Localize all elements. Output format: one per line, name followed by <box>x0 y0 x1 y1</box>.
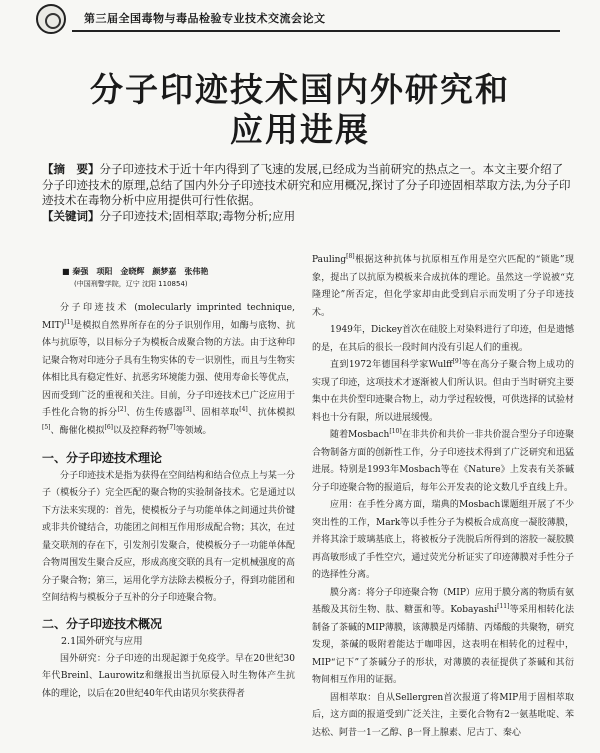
paper-title <box>0 70 600 150</box>
dickey-paragraph: 1949年，Dickey首次在硅胶上对染料进行了印迹，但是遗憾的是，在其后的很长一段时间内没有引起人们的重视。 <box>312 325 574 353</box>
abstract-paragraph <box>42 162 574 209</box>
conference-logo-icon <box>36 4 66 34</box>
section-2-paragraph: 国外研究：分子印迹的出现起源于免疫学。早在20世纪30年代Breinl、Laurowitz和继报出当抗原侵入时生物体产生抗体的理论，以后在20世纪40年代由诺贝尔奖获得者 <box>42 653 295 699</box>
journal-header: 第三届全国毒物与毒品检验专业技术交流会论文 <box>84 12 326 25</box>
chiral-separation-paragraph: 应用：在手性分离方面，瑞典的Mosbach课题组开展了不少突出性的工作，Mark等以手性分子为模板合成高度一凝胶薄膜，并将其涂于玻璃基底上，将被板分子洗脱后所得到的溶胶一凝胶膜再高敏形成了手性空穴，通过荧光分析证实了印迹薄膜对手性分子的选择性分离。 <box>312 500 574 580</box>
mosbach-paragraph: 随着Mosbach[10]在非共价和共价一非共价混合型分子印迹聚合物制备方面的创新性工作，分子印迹技术得到了广泛研究和迅猛进展。特别是1993年Mosbach等在《Nature》上发表有关茶碱分子印迹聚合物的报道后，每年公开发表的论文数几乎直线上升。 <box>312 428 574 493</box>
right-column <box>312 252 574 742</box>
author-list: ■ 秦强 项阳 金晓辉 颜梦嘉 张伟艳 <box>62 267 209 276</box>
wulff-paragraph: 直到1972年德国科学家Wulff[9]等在高分子聚合物上成功的实现了印迹，这项技术才逐渐被人们所认识。但由于当时研究主要集中在共价型印迹聚合物上，动力学过程较慢，可供选择的试验材料也十分有限，所以进展缓慢。 <box>312 358 574 423</box>
section-2-1-heading: 2.1国外研究与应用 <box>61 636 143 647</box>
keywords-label: 【关键词】 <box>42 208 100 223</box>
title-line-1: 分子印迹技术国内外研究和 <box>90 70 510 109</box>
left-column <box>42 300 295 703</box>
section-2-heading: 二、分子印迹技术概况 <box>42 616 163 631</box>
abstract-block <box>42 162 574 224</box>
membrane-separation-paragraph: 膜分离：将分子印迹聚合物（MIP）应用于膜分离的物质有氨基酸及其衍生物、肽、糖蛋和等。Kobayashi[11]等采用相转化法制备了茶碱的MIP薄膜，该薄膜是丙烯腈、丙烯酸的共聚物，研究发现，茶碱的吸附着能达于咖啡因，这表明在相转化的过程中，MIP“记下”了茶碱分子的形状，对薄膜的表征提供了茶碱和其衍物间相互作用的证据。 <box>312 587 574 685</box>
title-line-2: 应用进展 <box>230 110 370 149</box>
section-1-paragraph: 分子印迹技术是指为获得在空间结构和结合位点上与某一分子（模板分子）完全匹配的聚合物的实验制备技术。它是通过以下方法来实现的：首先，使模板分子与功能单体之间通过共价键或非共价键结合，功能团之间相互作用形成配合物；其次，在过量交联剂的存在下，引发剂引发聚合，使模板分子一功能单体配合物周围发生聚合反应，形成高度交联的具有一定机械强度的高分子聚合物；第三，运用化学方法除去模板分子，得到功能团和空间结构与模板分子互补的分子印迹聚合物。 <box>42 470 295 603</box>
author-affiliation: (中国刑警学院，辽宁 沈阳 110854) <box>74 280 188 288</box>
header-divider <box>72 30 560 32</box>
spe-paragraph: 固相萃取：自从Sellergren首次报道了将MIP用于固相萃取后，这方面的报道受到广泛关注，主要化合物有2一氨基吡啶、苯达松、阿昔一1一乙醇、β一肾上腺素、尼古丁、秦心 <box>312 692 574 738</box>
intro-paragraph: 分子印迹技术 (molecularly imprinted technique, MIT)[1]是模拟自然界所存在的分子识别作用，如酶与底物、抗体与抗原等，以目标分子为模板合成聚合物的方法。由于这种印记聚合物对印迹分子具有生物实体的专一识别性，而且与生物实体相比具有稳定性好、抗恶劣环境能力强、使用寿命长等优点，因而受到广泛的重视和关注。目前，分子印迹技术已广泛应用于手性化合物的拆分[2]、仿生传感器[3]、固相萃取[4]、抗体模拟[5]、酶催化模拟[6]以及控释药物[7]等领域。 <box>42 303 295 436</box>
abstract-text: 分子印迹技术于近十年内得到了飞速的发展,已经成为当前研究的热点之一。本文主要介绍了分子印迹技术的原理,总结了国内外分子印迹技术研究和应用概况,探讨了分子印迹固相萃取方法,为分子印迹技术在毒物分析中应用提供可行性依据。 <box>42 162 571 207</box>
keywords-line <box>42 209 574 225</box>
pauling-paragraph: Pauling[8]根据这种抗体与抗原相互作用是空穴匹配的“锁匙”现象，提出了以抗原为模板来合成抗体的理论。虽然这一学说被“克隆理论”所否定，但化学家却由此受到启示而发明了分子印迹技术。 <box>312 253 574 318</box>
section-1-heading: 一、分子印迹技术理论 <box>42 451 163 465</box>
abstract-label: 【摘 要】 <box>42 162 100 176</box>
running-header <box>0 0 600 36</box>
keywords-text: 分子印迹技术;固相萃取;毒物分析;应用 <box>99 208 296 223</box>
